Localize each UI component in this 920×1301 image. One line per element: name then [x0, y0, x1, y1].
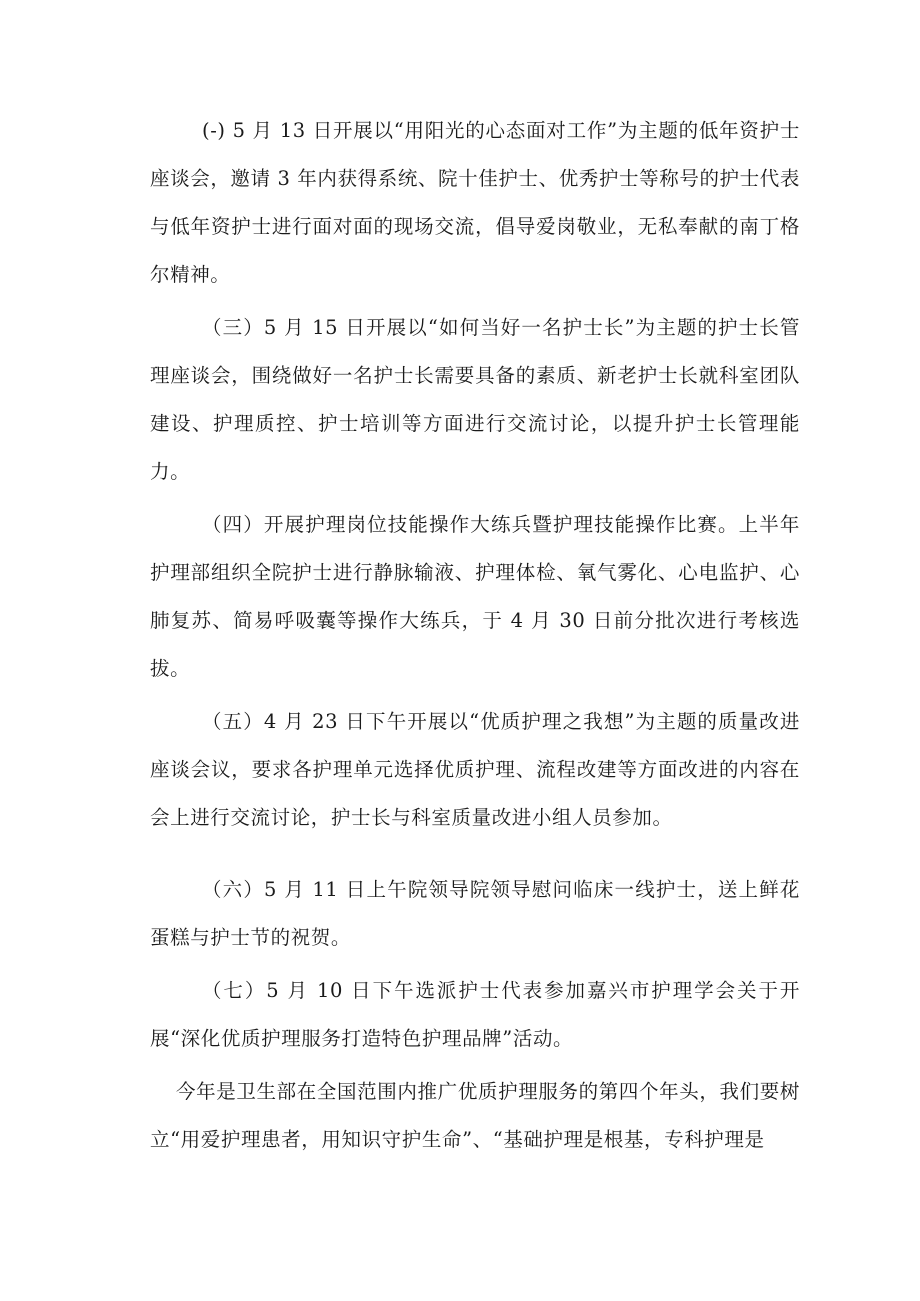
- paragraph-4: （五）4 月 23 日下午开展以“优质护理之我想”为主题的质量改进座谈会议，要求各护理单元选择优质护理、流程改建等方面改进的内容在会上进行交流讨论，护士长与科室质量改进小组人员参加。: [150, 710, 800, 829]
- paragraph-7: 今年是卫生部在全国范围内推广优质护理服务的第四个年头，我们要树立“用爱护理患者，用知识守护生命”、“基础护理是根基，专科护理是: [150, 1080, 800, 1151]
- paragraph-3: （四）开展护理岗位技能操作大练兵暨护理技能操作比赛。上半年护理部组织全院护士进行静脉输液、护理体检、氧气雾化、心电监护、心肺复苏、简易呼吸囊等操作大练兵，于 4 月 30 日前分批次进行考核选拔。: [150, 513, 800, 680]
- paragraph-1: (-) 5 月 13 日开展以“用阳光的心态面对工作”为主题的低年资护士座谈会，邀请 3 年内获得系统、院十佳护士、优秀护士等称号的护士代表与低年资护士进行面对面的现场交流，倡导爱岗敬业，无私奉献的南丁格尔精神。: [150, 119, 800, 286]
- document-body: [150, 107, 800, 1164]
- paragraph-2: （三）5 月 15 日开展以“如何当好一名护士长”为主题的护士长管理座谈会，围绕做好一名护士长需要具备的素质、新老护士长就科室团队建设、护理质控、护士培训等方面进行交流讨论，以提升护士长管理能力。: [150, 316, 800, 483]
- paragraph-6: （七）5 月 10 日下午选派护士代表参加嘉兴市护理学会关于开展“深化优质护理服务打造特色护理品牌”活动。: [150, 979, 800, 1050]
- paragraph-5: （六）5 月 11 日上午院领导院领导慰问临床一线护士，送上鲜花蛋糕与护士节的祝贺。: [150, 878, 800, 949]
